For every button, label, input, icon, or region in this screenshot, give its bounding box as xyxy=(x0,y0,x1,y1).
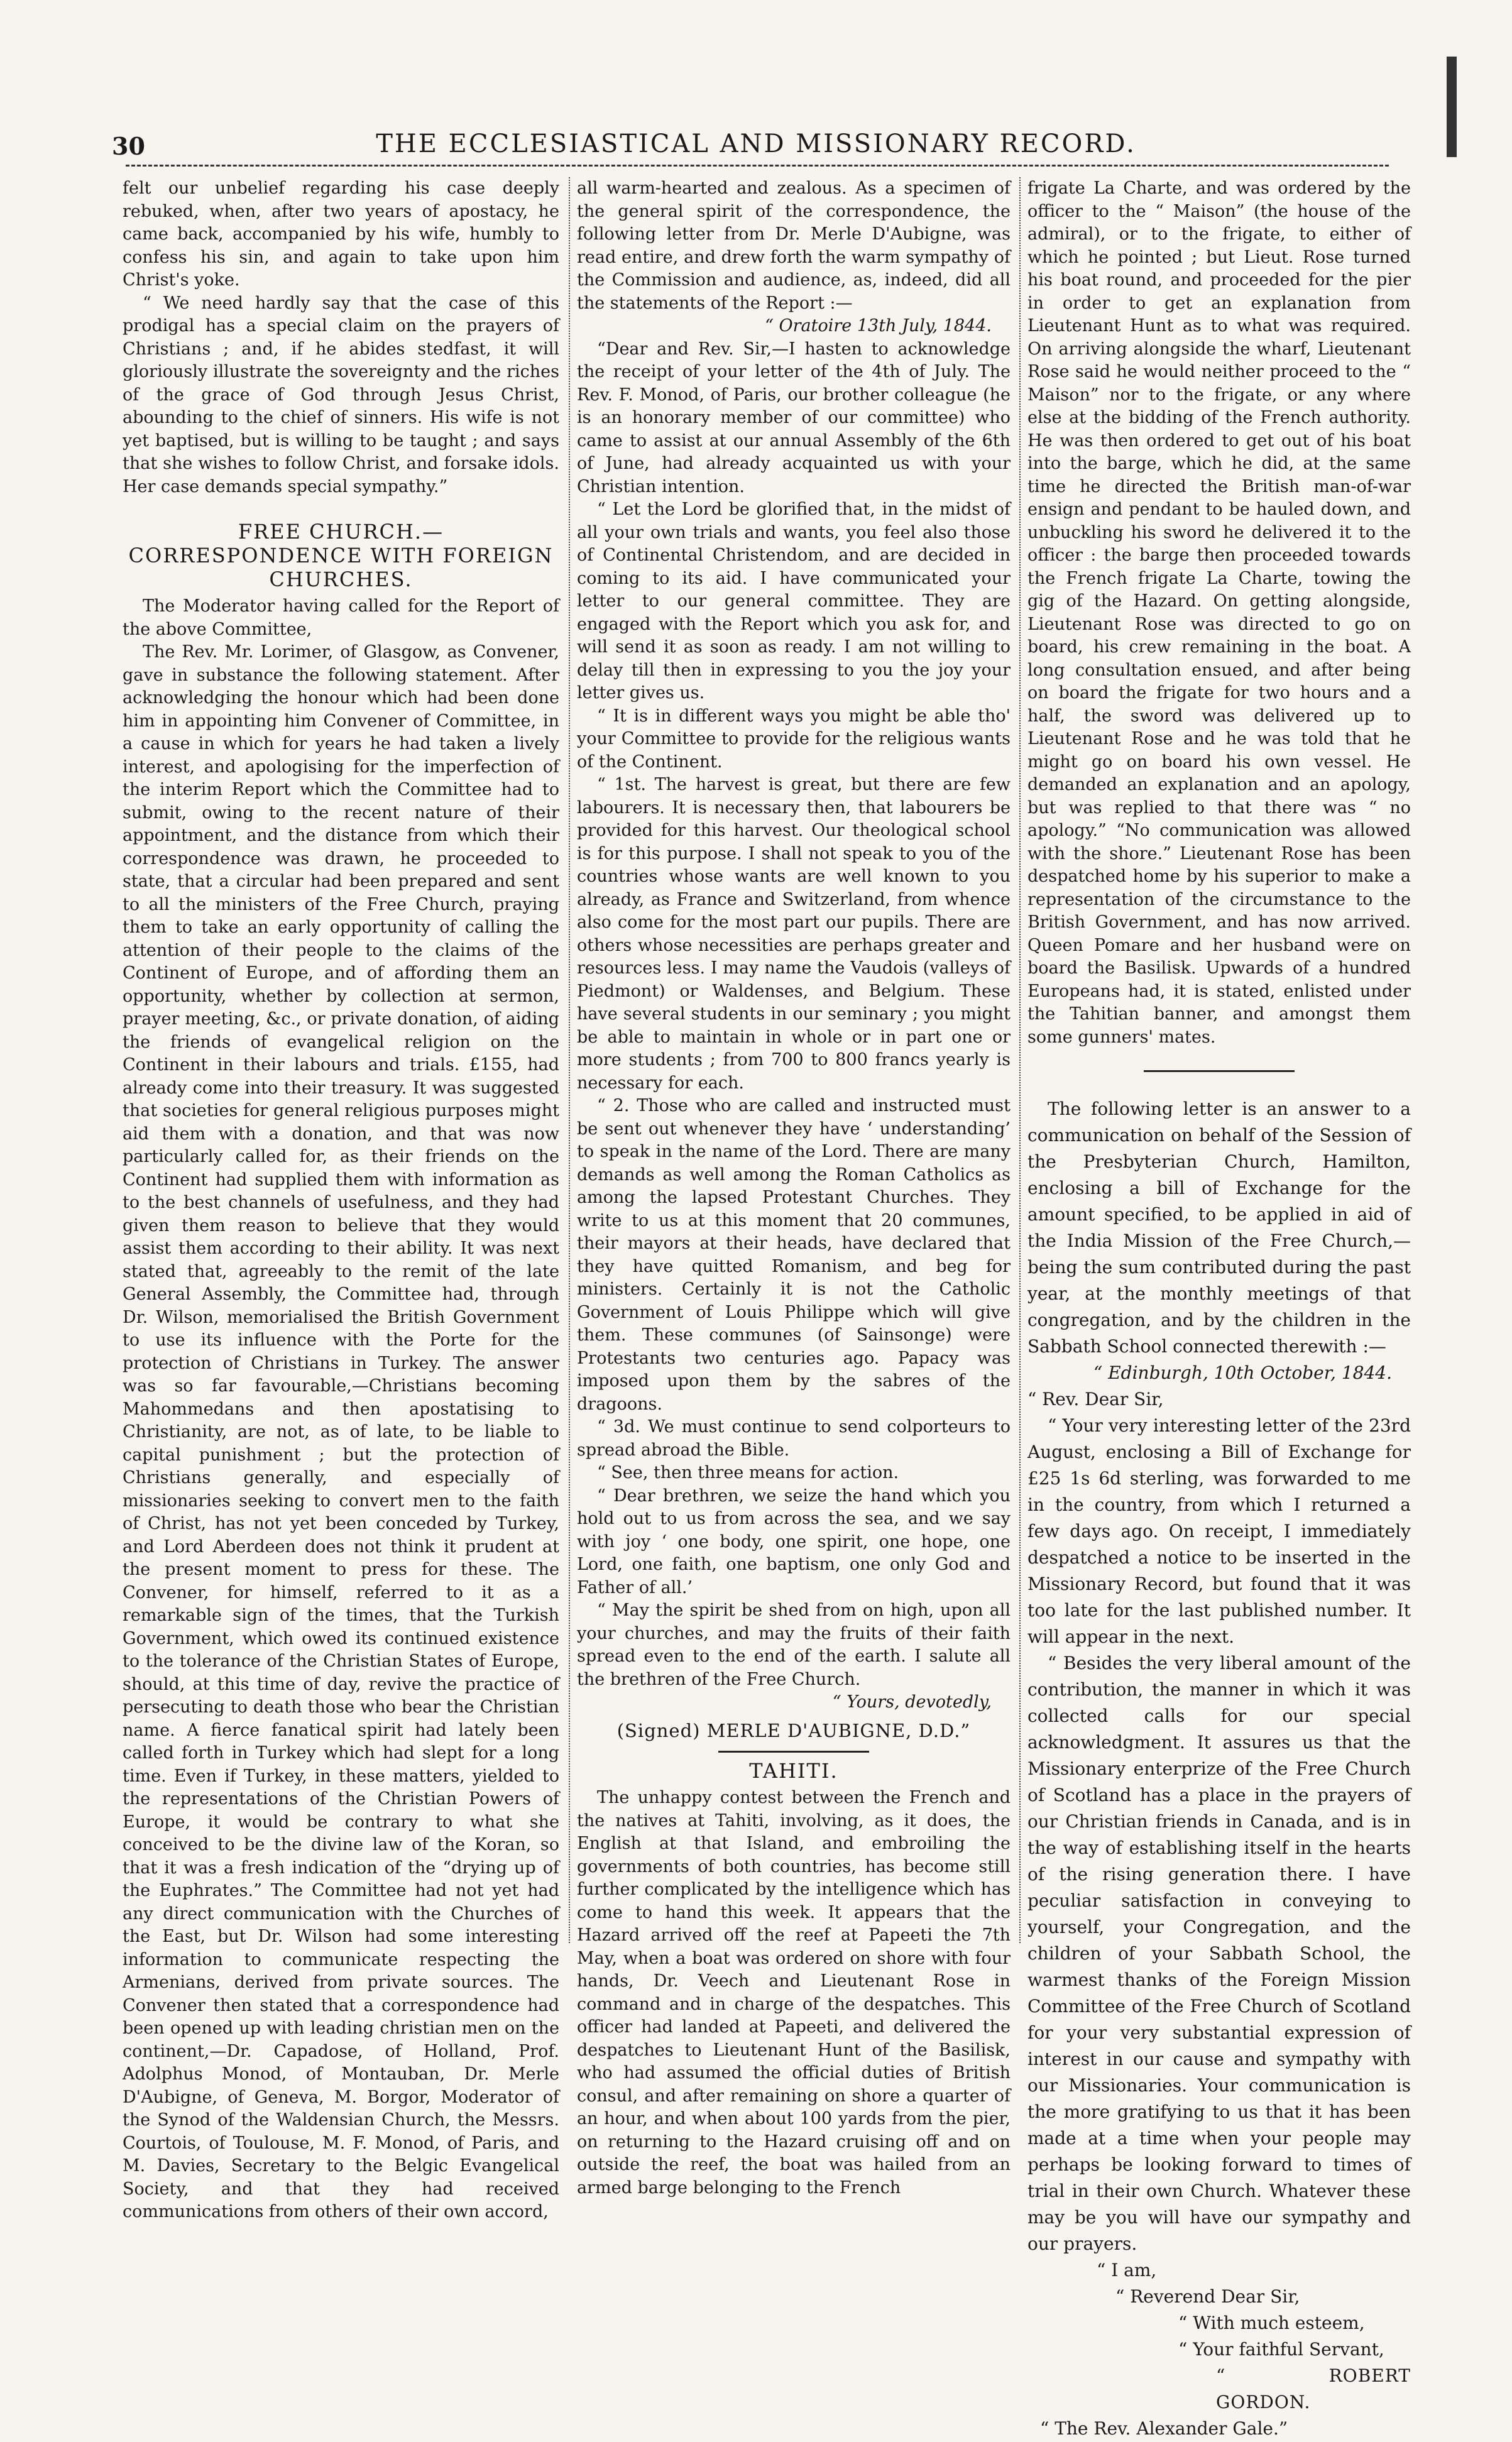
paragraph: “ Your very interesting letter of the 23rd August, enclosing a Bill of Exchange for £25 1s 6d sterling, was forwarded to me in the country, from which I returned a few days ago. On receipt, I immediately despatched a notice to be inserted in the Missionary Record, but found that it was too late for the last published number. It will appear in the next. xyxy=(1027,1415,1411,1647)
closing-line: “ With much esteem, xyxy=(1178,2313,1365,2333)
paragraph: “ Dear brethren, we seize the hand which you hold out to us from across the sea, and we say with joy ‘ one body, one spirit, one hope, one Lord, one faith, one baptism, one only God and Father of all.’ xyxy=(577,1486,1011,1597)
paragraph: “ 1st. The harvest is great, but there are few labourers. It is necessary then, that labourers be provided for this harvest. Our theological school is for this purpose. I shall not speak to you of the countries whose wants are well known to you already, as France and Switzerland, from whence also come for the most part our pupils. There are others whose necessities are perhaps greater and resources less. I may name the Vaudois (valleys of Piedmont) or Waldenses, and Belgium. These have several students in our seminary ; you might be able to maintain in whole or in part one or more students ; from 700 to 800 francs yearly is necessary for each. xyxy=(577,775,1011,1093)
paragraph: all warm-hearted and zealous. As a specimen of the general spirit of the correspondence, the following letter from Dr. Merle D'Aubigne, was read entire, and drew forth the warm sympathy of the Commission and audience, as, indeed, did all the statements of the Report :— xyxy=(577,178,1011,313)
paragraph: The Rev. Mr. Lorimer, of Glasgow, as Convener, gave in substance the following statement. After acknowledging the honour which had been done him in appointing him Convener of Committee, in a cause in which for years he had taken a lively interest, and apologising for the imperfection of the interim Report which the Committee had to submit, owing to the recent nature of their appointment, and the distance from which their correspondence was drawn, he proceeded to state, that a circular had been prepared and sent to all the ministers of the Free Church, praying them to take an early opportunity of calling the attention of their people to the claims of the Continent of Europe, and of affording them an opportunity, whether by collection at sermon, prayer meeting, &c., or private donation, of aiding the friends of evangelical religion on the Continent in their labours and trials. £155, had already come into their treasury. It was suggested that societies for general religious purposes might aid them with a donation, and that was now particularly called for, as their friends on the Continent had supplied them with information as to the best channels of usefulness, and they had given them reason to believe that they would assist them according to their ability. It was next stated that, agreeably to the remit of the late General Assembly, the Committee had, through Dr. Wilson, memorialised the British Government to use its influence with the Porte for the protection of Christians in Turkey. The answer was so far favourable,—Christians becoming Mahommedans and then apostatising to Christianity, are not, as of late, to be liable to capital punishment ; but the protection of Christians generally, and especially of missionaries seeking to convert men to the faith of Christ, has not yet been conceded by Turkey, and Lord Aberdeen does not think it prudent at the present moment to press for these. The Convener, for himself, referred to it as a remarkable sign of the times, that the Turkish Government, which owed its continued existence to the tolerance of the Christian States of Europe, should, at this time of day, revive the practice of persecuting to death those who bear the Christian name. A fierce fanatical spirit had lately been called forth in Turkey which had slept for a long time. Even if Turkey, in these matters, yielded to the representations of the Christian Powers of Europe, it would be contrary to what she conceived to be the divine law of the Koran, so that it was a fresh indication of the “drying up of the Euphrates.” The Committee had not yet had any direct communication with the Churches of the East, but Dr. Wilson had some interesting information to communicate respecting the Armenians, derived from private sources. The Convener then stated that a correspondence had been opened up with leading christian men on the continent,—Dr. Capadose, of Holland, Prof. Adolphus Monod, of Montauban, Dr. Merle D'Aubigne, of Geneva, M. Borgor, Moderator of the Synod of the Waldensian Church, the Messrs. Courtois, of Toulouse, M. F. Monod, of Paris, and M. Davies, Secretary to the Belgic Evangelical Society, and that they had received communications from others of their own accord, xyxy=(123,642,559,2221)
paragraph: felt our unbelief regarding his case deeply rebuked, when, after two years of apostacy, he came back, accompanied by his wife, humbly to confess his sin, and again to take upon him Christ's yoke. xyxy=(123,178,559,290)
page-edge-mark xyxy=(1447,57,1457,157)
signature-line: (Signed) MERLE D'AUBIGNE, D.D.” xyxy=(616,1719,971,1741)
header-rule xyxy=(126,165,1389,167)
column-2 xyxy=(577,177,1011,2198)
paragraph: frigate La Charte, and was ordered by the officer to the “ Maison” (the house of the admiral), or to the frigate, to either of which he pointed ; but Lieut. Rose turned his boat round, and proceeded for the pier in order to get an explanation from Lieutenant Hunt as to what was required. On arriving alongside the wharf, Lieutenant Rose said he would neither proceed to the “ Maison” nor to the frigate, or any where else at the bidding of the French authority. He was then ordered to get out of his boat into the barge, which he did, at the same time he directed the British man-of-war ensign and pendant to be hauled down, and unbuckling his sword he delivered it to the officer : the barge then proceeded towards the French frigate La Charte, towing the gig of the Hazard. On getting alongside, Lieutenant Rose was directed to go on board, his crew remaining in the boat. A long consultation ensued, and after being on board the frigate for two hours and a half, the sword was delivered up to Lieutenant Rose and he was told that he might go on board his own vessel. He demanded an explanation and an apology, but was replied to that there was “ no apology.” “No communication was allowed with the shore.” Lieutenant Rose has been despatched home by his superior to make a representation of the circumstance to the British Government, and has now arrived. Queen Pomare and her husband were on board the Basilisk. Upwards of a hundred Europeans had, it is stated, enlisted under the Tahitian banner, and amongst them some gunners' mates. xyxy=(1027,178,1411,1047)
dateline: “ Oratoire 13th July, 1844. xyxy=(765,316,992,336)
paragraph: The unhappy contest between the French and the natives at Tahiti, involving, as it does, the English at that Island, and embroiling the governments of both countries, has become still further complicated by the intelligence which has come to hand this week. It appears that the Hazard arrived off the reef at Papeeti the 7th May, when a boat was ordered on shore with four hands, Dr. Veech and Lieutenant Rose in command and in charge of the despatches. This officer had landed at Papeeti, and delivered the despatches to Lieutenant Hunt of the Basilisk, who had assumed the official duties of British consul, and after remaining on shore a quarter of an hour, and when about 100 yards from the pier, on returning to the Hazard cruising off and on outside the reef, the boat was hailed from an armed barge belonging to the French xyxy=(577,1788,1011,2198)
dateline: “ Edinburgh, 10th October, 1844. xyxy=(1093,1362,1392,1383)
closing-line: “ Reverend Dear Sir, xyxy=(1115,2286,1300,2307)
signature-name: “ ROBERT GORDON. xyxy=(1216,2365,1411,2412)
closing-line: “ I am, xyxy=(1097,2260,1157,2280)
salutation: “ Rev. Dear Sir, xyxy=(1027,1389,1164,1410)
column-rule xyxy=(569,177,570,1943)
paragraph: “ May the spirit be shed from on high, upon all your churches, and may the fruits of their faith spread even to the end of the earth. I salute all the brethren of the Free Church. xyxy=(577,1601,1011,1689)
column-1 xyxy=(123,177,559,2221)
section-divider xyxy=(1144,1070,1295,1072)
letter xyxy=(1027,1096,1411,2442)
page-number: 30 xyxy=(112,132,145,160)
paragraph: “ Let the Lord be glorified that, in the midst of all your own trials and wants, you feel also those of Continental Christendom, and are decided in coming to its aid. I have communicated your letter to our general committee. They are engaged with the Report which you ask for, and will send it as soon as ready. I am not willing to delay till then in expressing to you the joy your letter gives us. xyxy=(577,500,1011,703)
paragraph: “ See, then three means for action. xyxy=(597,1463,899,1482)
section-divider xyxy=(718,1751,869,1753)
running-head: THE ECCLESIASTICAL AND MISSIONARY RECORD. xyxy=(376,129,1136,158)
section-heading-tahiti: TAHITI. xyxy=(749,1759,838,1783)
paragraph: The following letter is an answer to a communication on behalf of the Session of the Presbyterian Church, Hamilton, enclosing a bill of Exchange for the amount specified, to be applied in aid of the India Mission of the Free Church,—being the sum contributed during the past year, at the monthly meetings of that congregation, and by the children in the Sabbath School connected therewith :— xyxy=(1027,1098,1411,1357)
addressee: “ The Rev. Alexander Gale.” xyxy=(1040,2418,1288,2439)
paragraph: “ It is in different ways you might be able tho' your Committee to provide for the religious wants of the Continent. xyxy=(577,706,1011,772)
letter-closing: “ Yours, devotedly, xyxy=(832,1692,992,1712)
paragraph: The Moderator having called for the Report of the above Committee, xyxy=(123,596,559,639)
paragraph: “ Besides the very liberal amount of the contribution, the manner in which it was collected calls for our special acknowledgment. It assures us that the Missionary enterprize of the Free Church of Scotland has a place in the prayers of our Christian friends in Canada, and is in the way of establishing itself in the hearts of the rising generation there. I have peculiar satisfaction in conveying to yourself, your Congregation, and the children of your Sabbath School, the warmest thanks of the Foreign Mission Committee of the Free Church of Scotland for your very substantial expression of interest in our cause and sympathy with our Missionaries. Your communication is the more gratifying to us that it has been made at a time when your people may perhaps be looking forward to times of trial in their own Church. Whatever these may be you will have our sympathy and our prayers. xyxy=(1027,1653,1411,2254)
column-rule xyxy=(1019,177,1021,1943)
section-heading-free-church: FREE CHURCH.—CORRESPONDENCE WITH FOREIGN CHURCHES. xyxy=(128,520,554,591)
column-3 xyxy=(1027,177,1411,2439)
paragraph: “ 2. Those who are called and instructed must be sent out whenever they have ‘ understanding’ to speak in the name of the Lord. There are many demands as well among the Roman Catholics as among the lapsed Protestant Churches. They write to us at this moment that 20 communes, their mayors at their heads, have declared that they have quitted Romanism, and beg for ministers. Certainly it is not the Catholic Government of Louis Philippe which will give them. These communes (of Sainsonge) were Protestants two centuries ago. Papacy was imposed upon them by the sabres of the dragoons. xyxy=(577,1096,1011,1414)
paragraph: “ We need hardly say that the case of this prodigal has a special claim on the prayers of Christians ; and, if he abides stedfast, it will gloriously illustrate the sovereignty and the riches of the grace of God through Jesus Christ, abounding to the chief of sinners. His wife is not yet baptised, but is willing to be taught ; and says that she wishes to follow Christ, and forsake idols. Her case demands special sympathy.” xyxy=(123,293,559,496)
paragraph: “Dear and Rev. Sir,—I hasten to acknowledge the receipt of your letter of the 4th of July. The Rev. F. Monod, of Paris, our brother colleague (he is an honorary member of our committee) who came to assist at our annual Assembly of the 6th of June, had already acquainted us with your Christian intention. xyxy=(577,339,1011,496)
closing-line: “ Your faithful Servant, xyxy=(1178,2339,1384,2360)
paragraph: “ 3d. We must continue to send colporteurs to spread abroad the Bible. xyxy=(577,1417,1011,1460)
